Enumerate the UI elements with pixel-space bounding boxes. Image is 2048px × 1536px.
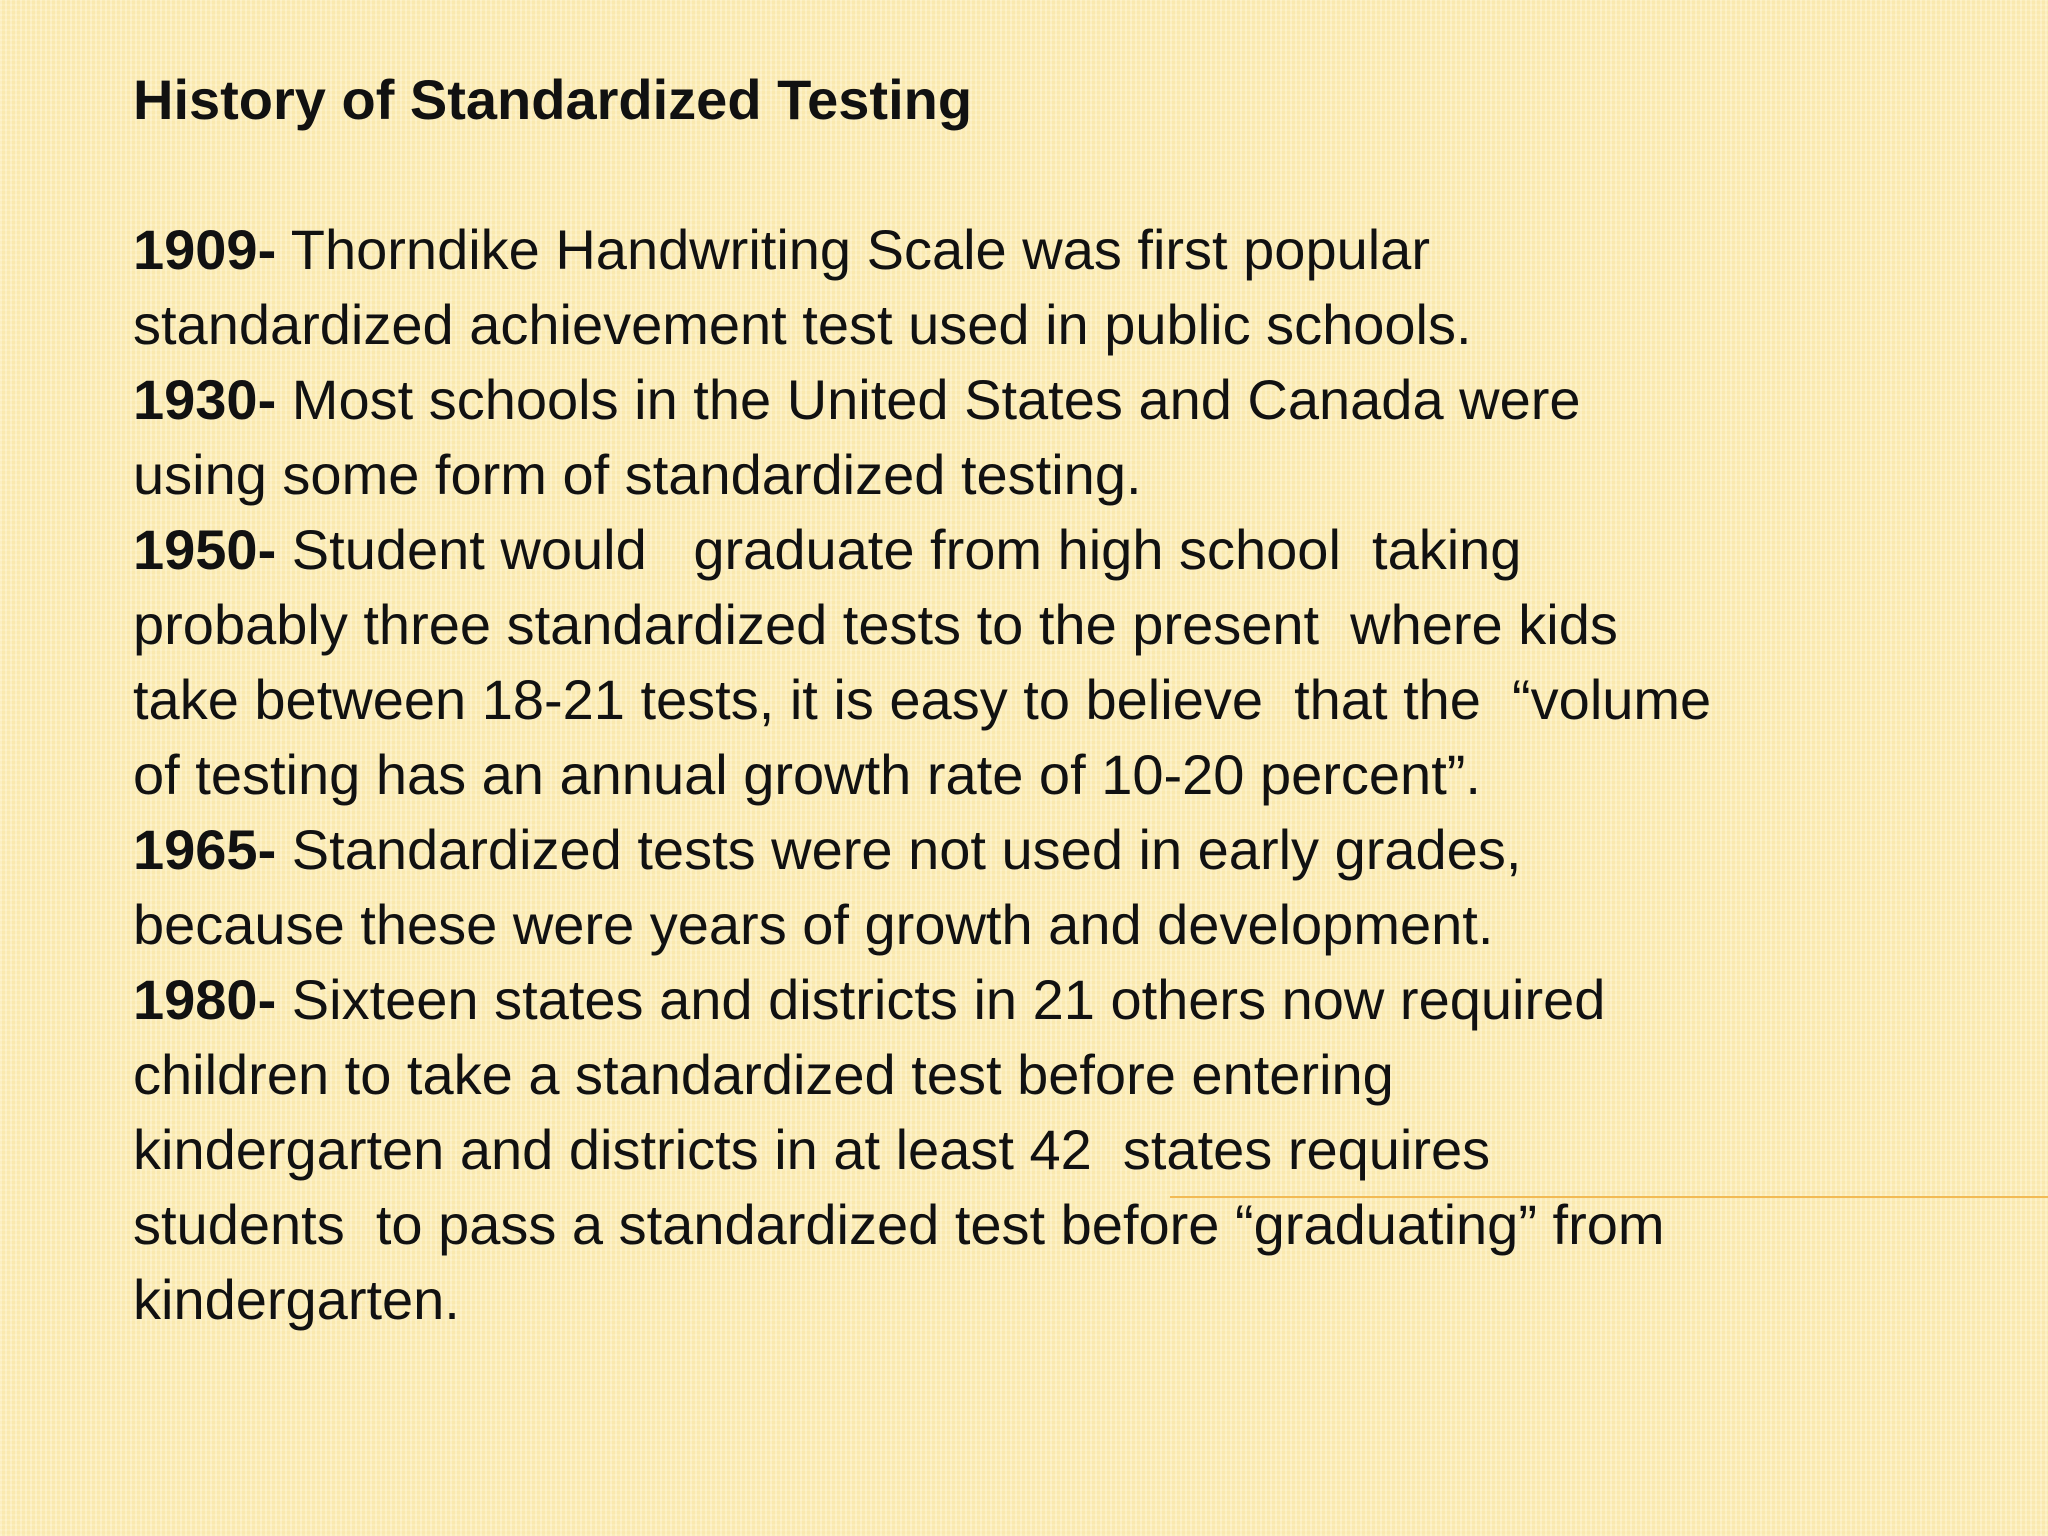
entry-text: Most schools in the United States and Canada were using some form of standardized testing.: [133, 368, 1581, 506]
entry-year: 1980-: [133, 968, 277, 1031]
entry-year: 1909-: [133, 218, 277, 281]
timeline-entry-1980: [133, 962, 1963, 1337]
entry-year: 1930-: [133, 368, 277, 431]
timeline-entry-1965: [133, 812, 1963, 962]
timeline-entry-1930: [133, 362, 1963, 512]
timeline-entry-1950: [133, 512, 1963, 812]
slide-title: History of Standardized Testing: [133, 68, 973, 131]
entry-year: 1950-: [133, 518, 277, 581]
timeline-entry-1909: [133, 212, 1963, 362]
entry-text: Student would graduate from high school taking probably three standardized tests to the present where kids take between 18-21 tests, it is easy to believe that the “volume of testing has an annual growth rate of 10-20 percent”.: [133, 518, 1712, 806]
entry-text: Thorndike Handwriting Scale was first popular standardized achievement test used in public schools.: [133, 218, 1472, 356]
entry-year: 1965-: [133, 818, 277, 881]
entry-text: Standardized tests were not used in early grades, because these were years of growth and development.: [133, 818, 1522, 956]
slide-content: [133, 62, 1963, 1337]
entry-text: Sixteen states and districts in 21 others now required children to take a standardized test before entering kindergarten and districts in at least 42 states requires students to pass a standardized test before “graduating” from kindergarten.: [133, 968, 1665, 1331]
